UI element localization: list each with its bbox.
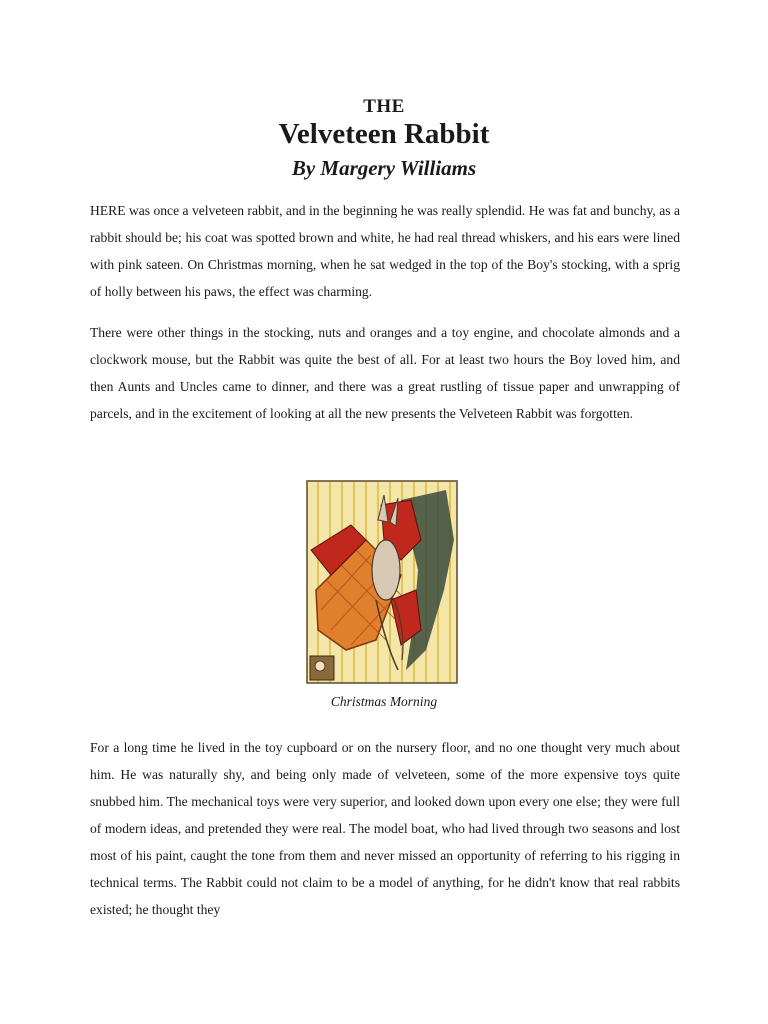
paragraph: There were other things in the stocking, nuts and oranges and a toy engine, and chocolate almonds and a clockwork mouse, but the Rabbit was quite the best of all. For at least two hours the Boy loved him, and then Aunts and Uncles came to dinner, and there was a great rustling of tissue paper and unwrapping of parcels, and in the excitement of looking at all the new presents the Velveteen Rabbit was forgotten. xyxy=(90,325,680,421)
paragraph: For a long time he lived in the toy cupboard or on the nursery floor, and no one thought very much about him. He was naturally shy, and being only made of velveteen, some of the more expensive toys quite snubbed him. The mechanical toys were very superior, and looked down upon every one else; they were full of modern ideas, and pretended they were real. The model boat, who had lived through two seasons and lost most of his paint, caught the tone from them and never missed an opportunity of referring to his rigging in technical terms. The Rabbit could not claim to be a model of anything, for he didn't know that real rabbits existed; he thought they xyxy=(90,740,680,917)
illustration-caption: Christmas Morning xyxy=(330,694,438,709)
author-byline: By Margery Williams xyxy=(291,156,477,180)
title-prefix: THE xyxy=(363,96,405,117)
christmas-morning-illustration xyxy=(306,480,458,684)
paragraph: HERE was once a velveteen rabbit, and in the beginning he was really splendid. He was fat and bunchy, as a rabbit should be; his coat was spotted brown and white, he had real thread whiskers, and his ears were lined with pink sateen. On Christmas morning, when he sat wedged in the top of the Boy's stocking, with a sprig of holly between his paws, the effect was charming. xyxy=(90,203,680,299)
book-title: Velveteen Rabbit xyxy=(278,118,490,150)
